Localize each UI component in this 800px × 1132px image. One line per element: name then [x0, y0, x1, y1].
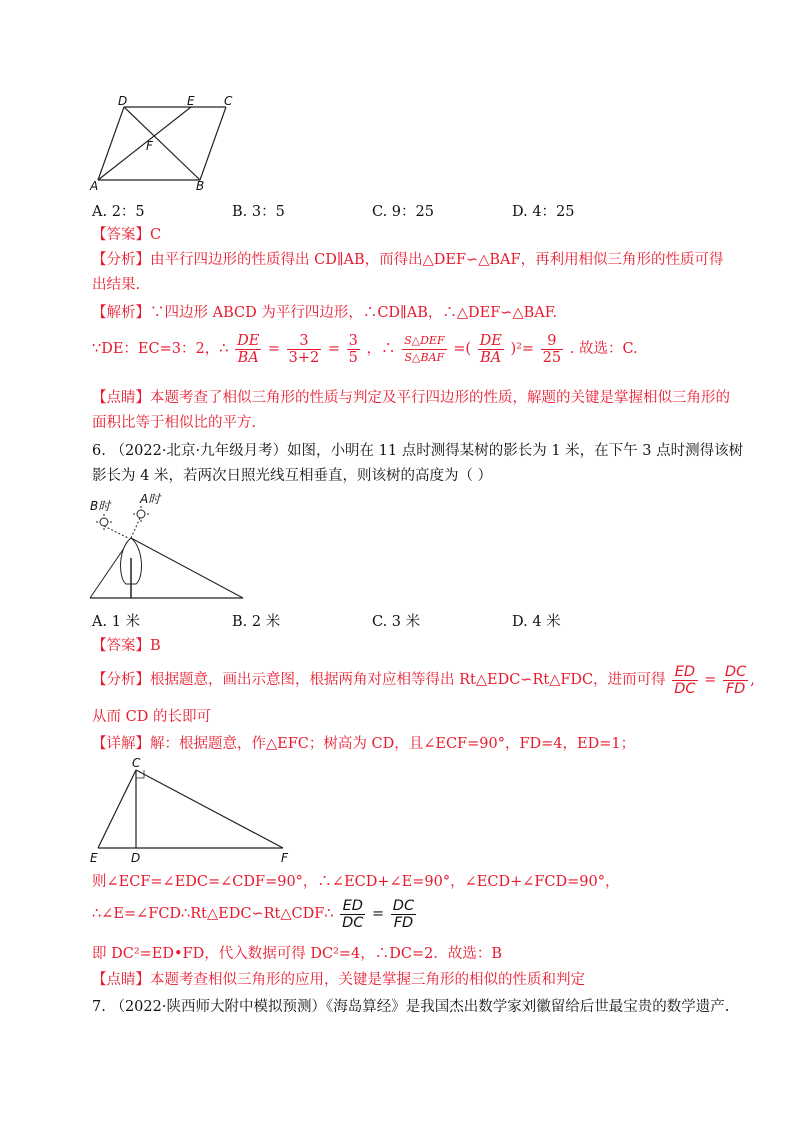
q6-option-d: D. 4 米 — [512, 614, 561, 630]
q6-detail-line1: 【详解】解：根据题意，作△EFC；树高为 CD，且∠ECF=90°，FD=4，ED=1； — [92, 736, 636, 752]
fraction-ed-dc: $\frac{ED}{DC}$ — [674, 663, 696, 697]
q6-steps-line3: 即 DC²=ED•FD，代入数据可得 DC²=4，∴DC=2．故选：B — [92, 946, 503, 962]
q6-steps-line1: 则∠ECF=∠EDC=∠CDF=90°，∴∠ECD+∠E=90°，∠ECD+∠FCD=90°， — [92, 874, 620, 890]
q5-answer: 【答案】C — [92, 227, 162, 243]
tree-shadow-figure — [88, 488, 248, 603]
label-b-time: B时 — [90, 499, 111, 513]
sun-a-icon — [133, 506, 149, 522]
fraction-9-25: $\frac{9}{25}$ — [542, 332, 562, 366]
label-E2: E — [90, 851, 98, 865]
fraction-de-ba: $\frac{DE}{BA}$ — [237, 332, 260, 366]
q7-stem-line1: 7. （2022·陕西师大附中模拟预测）《海岛算经》是我国杰出数学家刘徽留给后世最宝贵的数学遗产. — [92, 999, 730, 1015]
q5-comment-line2: 面积比等于相似比的平方. — [92, 415, 257, 431]
fraction-area-ratio: $\frac{\text{S△DEF}}{\text{S△BAF}}$ — [404, 333, 445, 364]
option-a: A. 2：5 — [92, 204, 145, 220]
q6-stem-line2: 影长为 4 米，若两次日照光线互相垂直，则该树的高度为（ ） — [92, 468, 493, 484]
fraction-3-over-3plus2: $\frac{3}{3+2}$ — [288, 332, 320, 366]
q5-analysis-line1: 【分析】由平行四边形的性质得出 CD∥AB，而得出△DEF∽△BAF，再利用相似三角形的性质可得 — [92, 252, 724, 268]
label-A: A — [90, 179, 99, 192]
q6-comment: 【点睛】本题考查相似三角形的应用，关键是掌握三角形的相似的性质和判定 — [92, 972, 585, 988]
q6-stem-line1: 6. （2022·北京·九年级月考）如图，小明在 11 点时测得某树的影长为 1 米，在下午 3 点时测得该树 — [92, 443, 744, 459]
sun-b-icon — [96, 514, 112, 530]
q6-analysis-line2: 从而 CD 的长即可 — [92, 709, 211, 725]
fraction-dc-fd-2: $\frac{DC}{FD}$ — [392, 897, 415, 931]
label-C: C — [224, 94, 233, 108]
label-D: D — [118, 94, 128, 108]
label-E: E — [187, 94, 195, 108]
fraction-de-ba-2: $\frac{DE}{BA}$ — [479, 332, 502, 366]
q5-solution-line1: 【解析】∵四边形 ABCD 为平行四边形，∴CD∥AB，∴△DEF∽△BAF. — [92, 305, 558, 321]
triangle-efc-figure — [88, 756, 298, 868]
label-F2: F — [281, 851, 288, 865]
option-d: D. 4：25 — [512, 204, 575, 220]
option-c: C. 9：25 — [372, 204, 434, 220]
q6-option-b: B. 2 米 — [232, 614, 281, 630]
fraction-3-5: $\frac{3}{5}$ — [348, 332, 358, 366]
label-F: F — [146, 139, 153, 153]
label-C2: C — [132, 756, 141, 770]
q5-solution-ratio: ∵DE：EC=3：2，∴ $\frac{DE}{BA}$ = $\frac{3}{3+2}$ = $\frac{3}{5}$ ，∴ $\frac{\text{S△DEF}}{\text{S△BAF}}$ =( $\frac{DE}{BA}$ )²= $\frac{9}{25}$ . 故选：C. — [92, 332, 638, 366]
q6-analysis-line1: 【分析】根据题意，画出示意图，根据两角对应相等得出 Rt△EDC∽Rt△FDC，进而可得 $\frac{ED}{DC}$ = $\frac{DC}{FD}$ , — [92, 663, 755, 697]
fraction-dc-fd: $\frac{DC}{FD}$ — [724, 663, 747, 697]
q6-answer: 【答案】B — [92, 638, 161, 654]
label-D2: D — [131, 851, 141, 865]
fraction-ed-dc-2: $\frac{ED}{DC}$ — [342, 897, 364, 931]
label-B: B — [196, 179, 205, 192]
q6-option-c: C. 3 米 — [372, 614, 421, 630]
q6-option-a: A. 1 米 — [92, 614, 141, 630]
option-b: B. 3：5 — [232, 204, 285, 220]
parallelogram-figure — [88, 92, 238, 192]
q6-steps-line2: ∴∠E=∠FCD∴Rt△EDC∽Rt△CDF∴ $\frac{ED}{DC}$ = $\frac{DC}{FD}$ — [92, 897, 415, 931]
label-a-time: A时 — [140, 492, 161, 506]
q5-analysis-line2: 出结果. — [92, 277, 141, 293]
q5-comment-line1: 【点睛】本题考查了相似三角形的性质与判定及平行四边形的性质，解题的关键是掌握相似三角形的 — [92, 390, 730, 406]
